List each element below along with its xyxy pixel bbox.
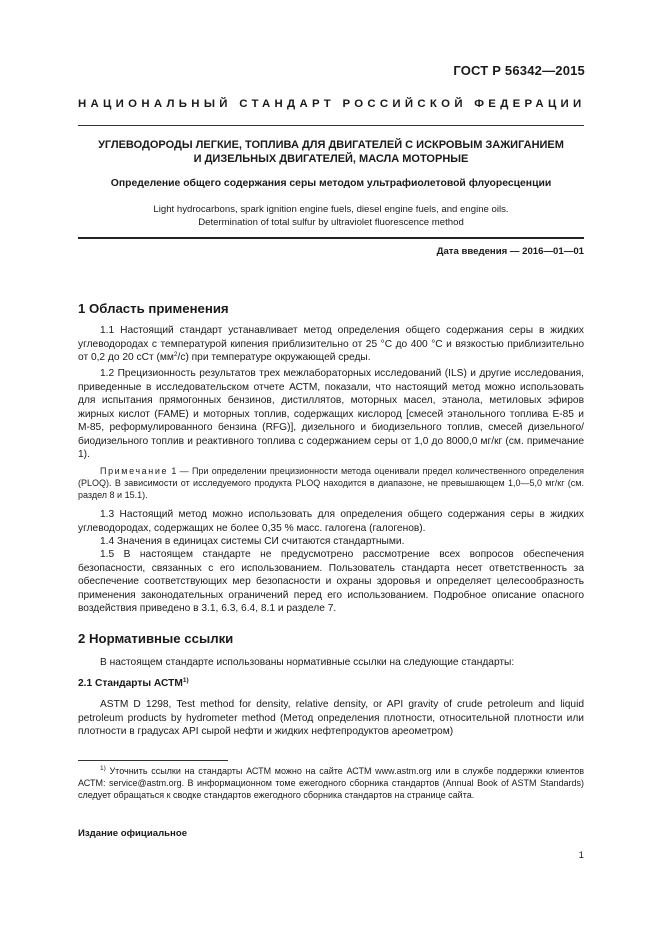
- paragraph-1-4: 1.4 Значения в единицах системы СИ считаются стандартными.: [100, 536, 405, 547]
- paragraph-1-5: 1.5 В настоящем стандарте не предусмотрено рассмотрение всех вопросов обеспечения безопасности, связанных с его использованием. Пользователь стандарта несет ответственность за обеспечение соответствующих мер безопасности и охраны здоровья и определяет целесообразность применения законодательных ограничений перед его использованием. Подробное описание опасного воздействия приведено в 3.1, 6.3, 6.4, 8.1 и разделе 7.: [78, 549, 584, 614]
- paragraph-1-1-superscript: 2: [173, 351, 178, 358]
- document-title: [78, 138, 584, 166]
- paragraph-1-1-text-a: 1.1 Настоящий стандарт устанавливает метод определения общего содержания серы в жидких углеводородах с температурой кипения приблизительно от 25 °С до 400 °С и вязкостью приблизительно от 0,2 до 20 сСт (мм: [78, 325, 584, 363]
- gost-number: ГОСТ Р 56342—2015: [453, 63, 585, 78]
- paragraph-1-1-text-b: /с) при температуре окружающей среды.: [177, 352, 371, 363]
- english-title: [78, 204, 584, 229]
- title-line-2: И ДИЗЕЛЬНЫХ ДВИГАТЕЛЕЙ, МАСЛА МОТОРНЫЕ: [193, 153, 469, 165]
- title-bottom-rule: [78, 237, 584, 239]
- section-1-heading: 1 Область применения: [78, 301, 229, 316]
- official-edition-label: Издание официальное: [78, 828, 188, 839]
- section-2-intro: В настоящем стандарте использованы нормативные ссылки на следующие стандарты:: [100, 657, 515, 668]
- section-2-heading: 2 Нормативные ссылки: [78, 631, 234, 646]
- english-title-line-2: Determination of total sulfur by ultraviolet fluorescence method: [198, 216, 464, 228]
- page-number: 1: [578, 850, 584, 861]
- astm-d1298-reference: ASTM D 1298, Test method for density, relative density, or API gravity of crude petroleum and liquid petroleum products by hydrometer method (Метод определения плотности, относительной плотности или плотности в градусах API сырой нефти и жидких нефтепродуктов ареометром): [78, 699, 584, 737]
- note-1: [78, 465, 584, 501]
- paragraph-1-2: 1.2 Прецизионность результатов трех межлабораторных исследований (ILS) и другие исследования, приведенные в исследовательском отчете АСТМ, показали, что настоящий метод можно использовать для испытания прямогонных бензинов, дистиллятов, моторных масел, этанола, метиловых эфиров жирных кислот (FAME) и моторных топлив, содержащих кислород [смесей этанольного топлива Е-85 и М-85, реформулированного бензина (RFG)], дизельного и биодизельного топлив, смесей дизельного/биодизельного топлив и реактивного топлива с содержанием серы от 1,0 до 8000,0 мг/кг (см. примечание 1).: [78, 368, 584, 460]
- footnote-rule: [78, 760, 228, 761]
- standard-type-heading: НАЦИОНАЛЬНЫЙ СТАНДАРТ РОССИЙСКОЙ ФЕДЕРАЦИИ: [78, 98, 586, 110]
- introduction-date: Дата введения — 2016—01—01: [436, 246, 584, 257]
- subsection-2-1-heading: [78, 678, 189, 689]
- paragraph-1-3: 1.3 Настоящий метод можно использовать для определения общего содержания серы в жидких углеводородах, содержащих не более 0,35 % масс. галогена (галогенов).: [78, 509, 584, 534]
- paragraph-1-1: [78, 324, 584, 365]
- footnote-reference: 1): [182, 677, 189, 684]
- subsection-2-1-text: 2.1 Стандарты АСТМ: [78, 678, 183, 689]
- footnote-text: Уточнить ссылки на стандарты АСТМ можно на сайте АСТМ www.astm.org или в службе поддержки клиентов АСТМ: service@astm.org. В информационном томе ежегодного сборника стандартов (Annual Book of ASTM Standards) следует обращаться к сводке стандартов ежегодного сборника стандартов на странице сайта.: [78, 766, 584, 800]
- top-rule: [78, 125, 584, 126]
- title-line-1: УГЛЕВОДОРОДЫ ЛЕГКИЕ, ТОПЛИВА ДЛЯ ДВИГАТЕЛЕЙ С ИСКРОВЫМ ЗАЖИГАНИЕМ: [98, 139, 564, 151]
- document-subtitle: Определение общего содержания серы методом ультрафиолетовой флуоресценции: [110, 178, 552, 189]
- note-label: Примечание: [100, 466, 169, 476]
- footnote-mark: 1): [100, 765, 106, 772]
- footnote: [78, 765, 584, 801]
- note-text: 1 — При определении прецизионности метода оценивали предел количественного определения (PLOQ). В зависимости от исследуемого продукта PLOQ находится в диапазоне, не превышающем 1,0—5,0 мг/кг (см. раздел 8 и 15.1).: [78, 466, 584, 500]
- english-title-line-1: Light hydrocarbons, spark ignition engine fuels, diesel engine fuels, and engine oils.: [153, 204, 509, 215]
